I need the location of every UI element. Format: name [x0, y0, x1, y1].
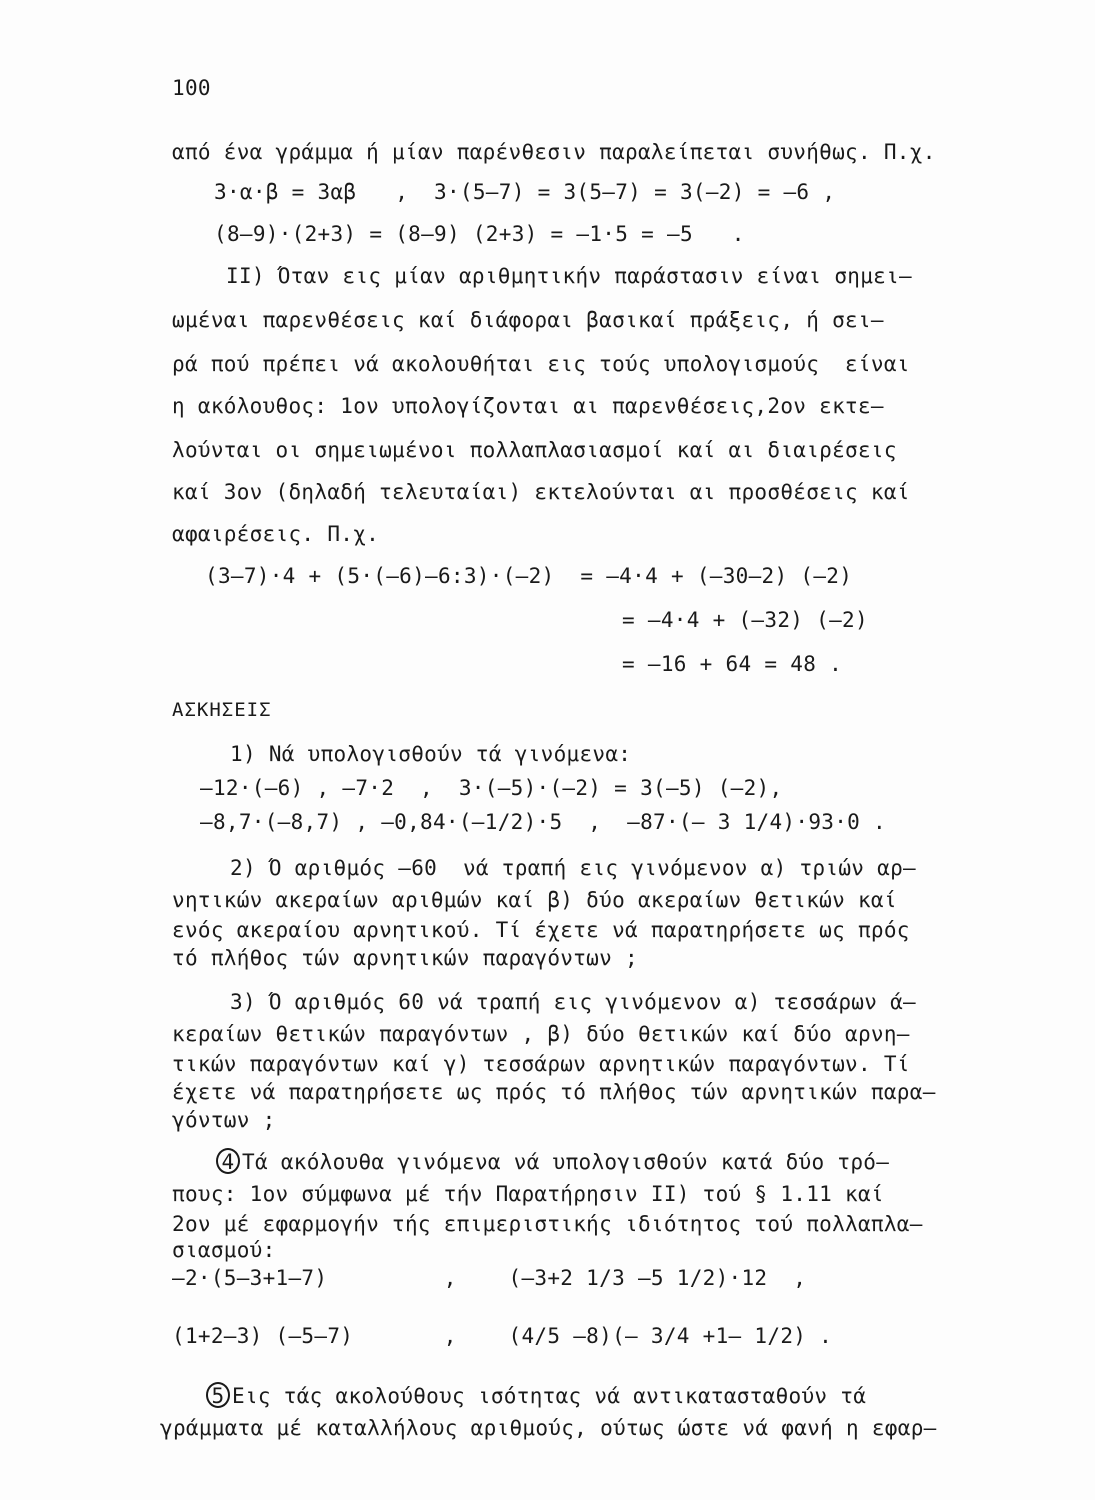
circled-number: 5	[206, 1382, 230, 1408]
exercise-line: (1+2–3) (–5–7) , (4/5 –8)(– 3/4 +1– 1/2) .	[172, 1324, 833, 1348]
text-line: ωμέναι παρενθέσεις καί διάφοραι βασικαί πράξεις, ή σει–	[172, 308, 884, 332]
exercise-line: έχετε νά παρατηρήσετε ως πρός τό πλήθος τών αρνητικών παρα–	[172, 1080, 936, 1104]
exercise-line: –2·(5–3+1–7) , (–3+2 1/3 –5 1/2)·12 ,	[172, 1266, 807, 1290]
text-line: λούνται οι σημειωμένοι πολλαπλασιασμοί καί αι διαιρέσεις	[172, 438, 897, 462]
exercise-line: ενός ακεραίου αρνητικού. Τί έχετε νά παρατηρήσετε ως πρός	[172, 918, 910, 942]
exercise-line: γόντων ;	[172, 1108, 276, 1132]
circled-number: 4	[216, 1148, 240, 1174]
exercise-line: κεραίων θετικών παραγόντων , β) δύο θετικών καί δύο αρνη–	[172, 1022, 910, 1046]
example-line: (8–9)·(2+3) = (8–9) (2+3) = –1·5 = –5 .	[214, 222, 745, 246]
text-line: αφαιρέσεις. Π.χ.	[172, 522, 380, 546]
page-number: 100	[172, 76, 211, 100]
exercise-line: τικών παραγόντων καί γ) τεσσάρων αρνητικών παραγόντων. Τί	[172, 1052, 910, 1076]
exercise-line: 2ον μέ εφαρμογήν τής επιμεριστικής ιδιότητος τού πολλαπλα–	[172, 1212, 923, 1236]
equation-line: (3–7)·4 + (5·(–6)–6:3)·(–2) = –4·4 + (–30–2) (–2)	[205, 564, 853, 588]
text-line: από ένα γράμμα ή μίαν παρένθεσιν παραλείπεται συνήθως. Π.χ.	[172, 140, 936, 164]
text-line: ρά πού πρέπει νά ακολουθήται εις τούς υπολογισμούς είναι	[172, 352, 910, 376]
exercise-line: πους: 1ον σύμφωνα μέ τήν Παρατήρησιν ΙΙ) τού § 1.11 καί	[172, 1182, 884, 1206]
text-line: η ακόλουθος: 1ον υπολογίζονται αι παρενθέσεις,2ον εκτε–	[172, 394, 884, 418]
exercise-line: –8,7·(–8,7) , –0,84·(–1/2)·5 , –87·(– 3 1/4)·93·0 .	[200, 810, 886, 834]
exercise-line	[216, 1148, 889, 1176]
section-heading: ΑΣΚΗΣΕΙΣ	[172, 699, 272, 721]
exercise-line: γράμματα μέ καταλλήλους αριθμούς, ούτως ώστε νά φανή η εφαρ–	[160, 1416, 937, 1440]
equation-line: = –4·4 + (–32) (–2)	[622, 608, 868, 632]
exercise-line: σιασμού:	[172, 1238, 276, 1262]
exercise-line: 1) Νά υπολογισθούν τά γινόμενα:	[230, 742, 632, 766]
exercise-text: Εις τάς ακολούθους ισότητας νά αντικατασταθούν τά	[232, 1384, 867, 1408]
exercise-line	[206, 1382, 866, 1410]
exercise-line: 3) Ό αριθμός 60 νά τραπή εις γινόμενον α) τεσσάρων ά–	[230, 990, 916, 1014]
example-line: 3·α·β = 3αβ , 3·(5–7) = 3(5–7) = 3(–2) = –6 ,	[214, 180, 836, 204]
equation-line: = –16 + 64 = 48 .	[622, 652, 843, 676]
exercise-line: τό πλήθος τών αρνητικών παραγόντων ;	[172, 946, 638, 970]
remark-heading: II) Όταν εις μίαν αριθμητικήν παράστασιν είναι σημει–	[226, 264, 912, 288]
text-line: καί 3ον (δηλαδή τελευταίαι) εκτελούνται αι προσθέσεις καί	[172, 480, 910, 504]
exercise-line: –12·(–6) , –7·2 , 3·(–5)·(–2) = 3(–5) (–2),	[200, 776, 783, 800]
exercise-line: 2) Ό αριθμός –60 νά τραπή εις γινόμενον α) τριών αρ–	[230, 856, 916, 880]
exercise-text: Τά ακόλουθα γινόμενα νά υπολογισθούν κατά δύο τρό–	[242, 1150, 890, 1174]
exercise-line: νητικών ακεραίων αριθμών καί β) δύο ακεραίων θετικών καί	[172, 888, 897, 912]
